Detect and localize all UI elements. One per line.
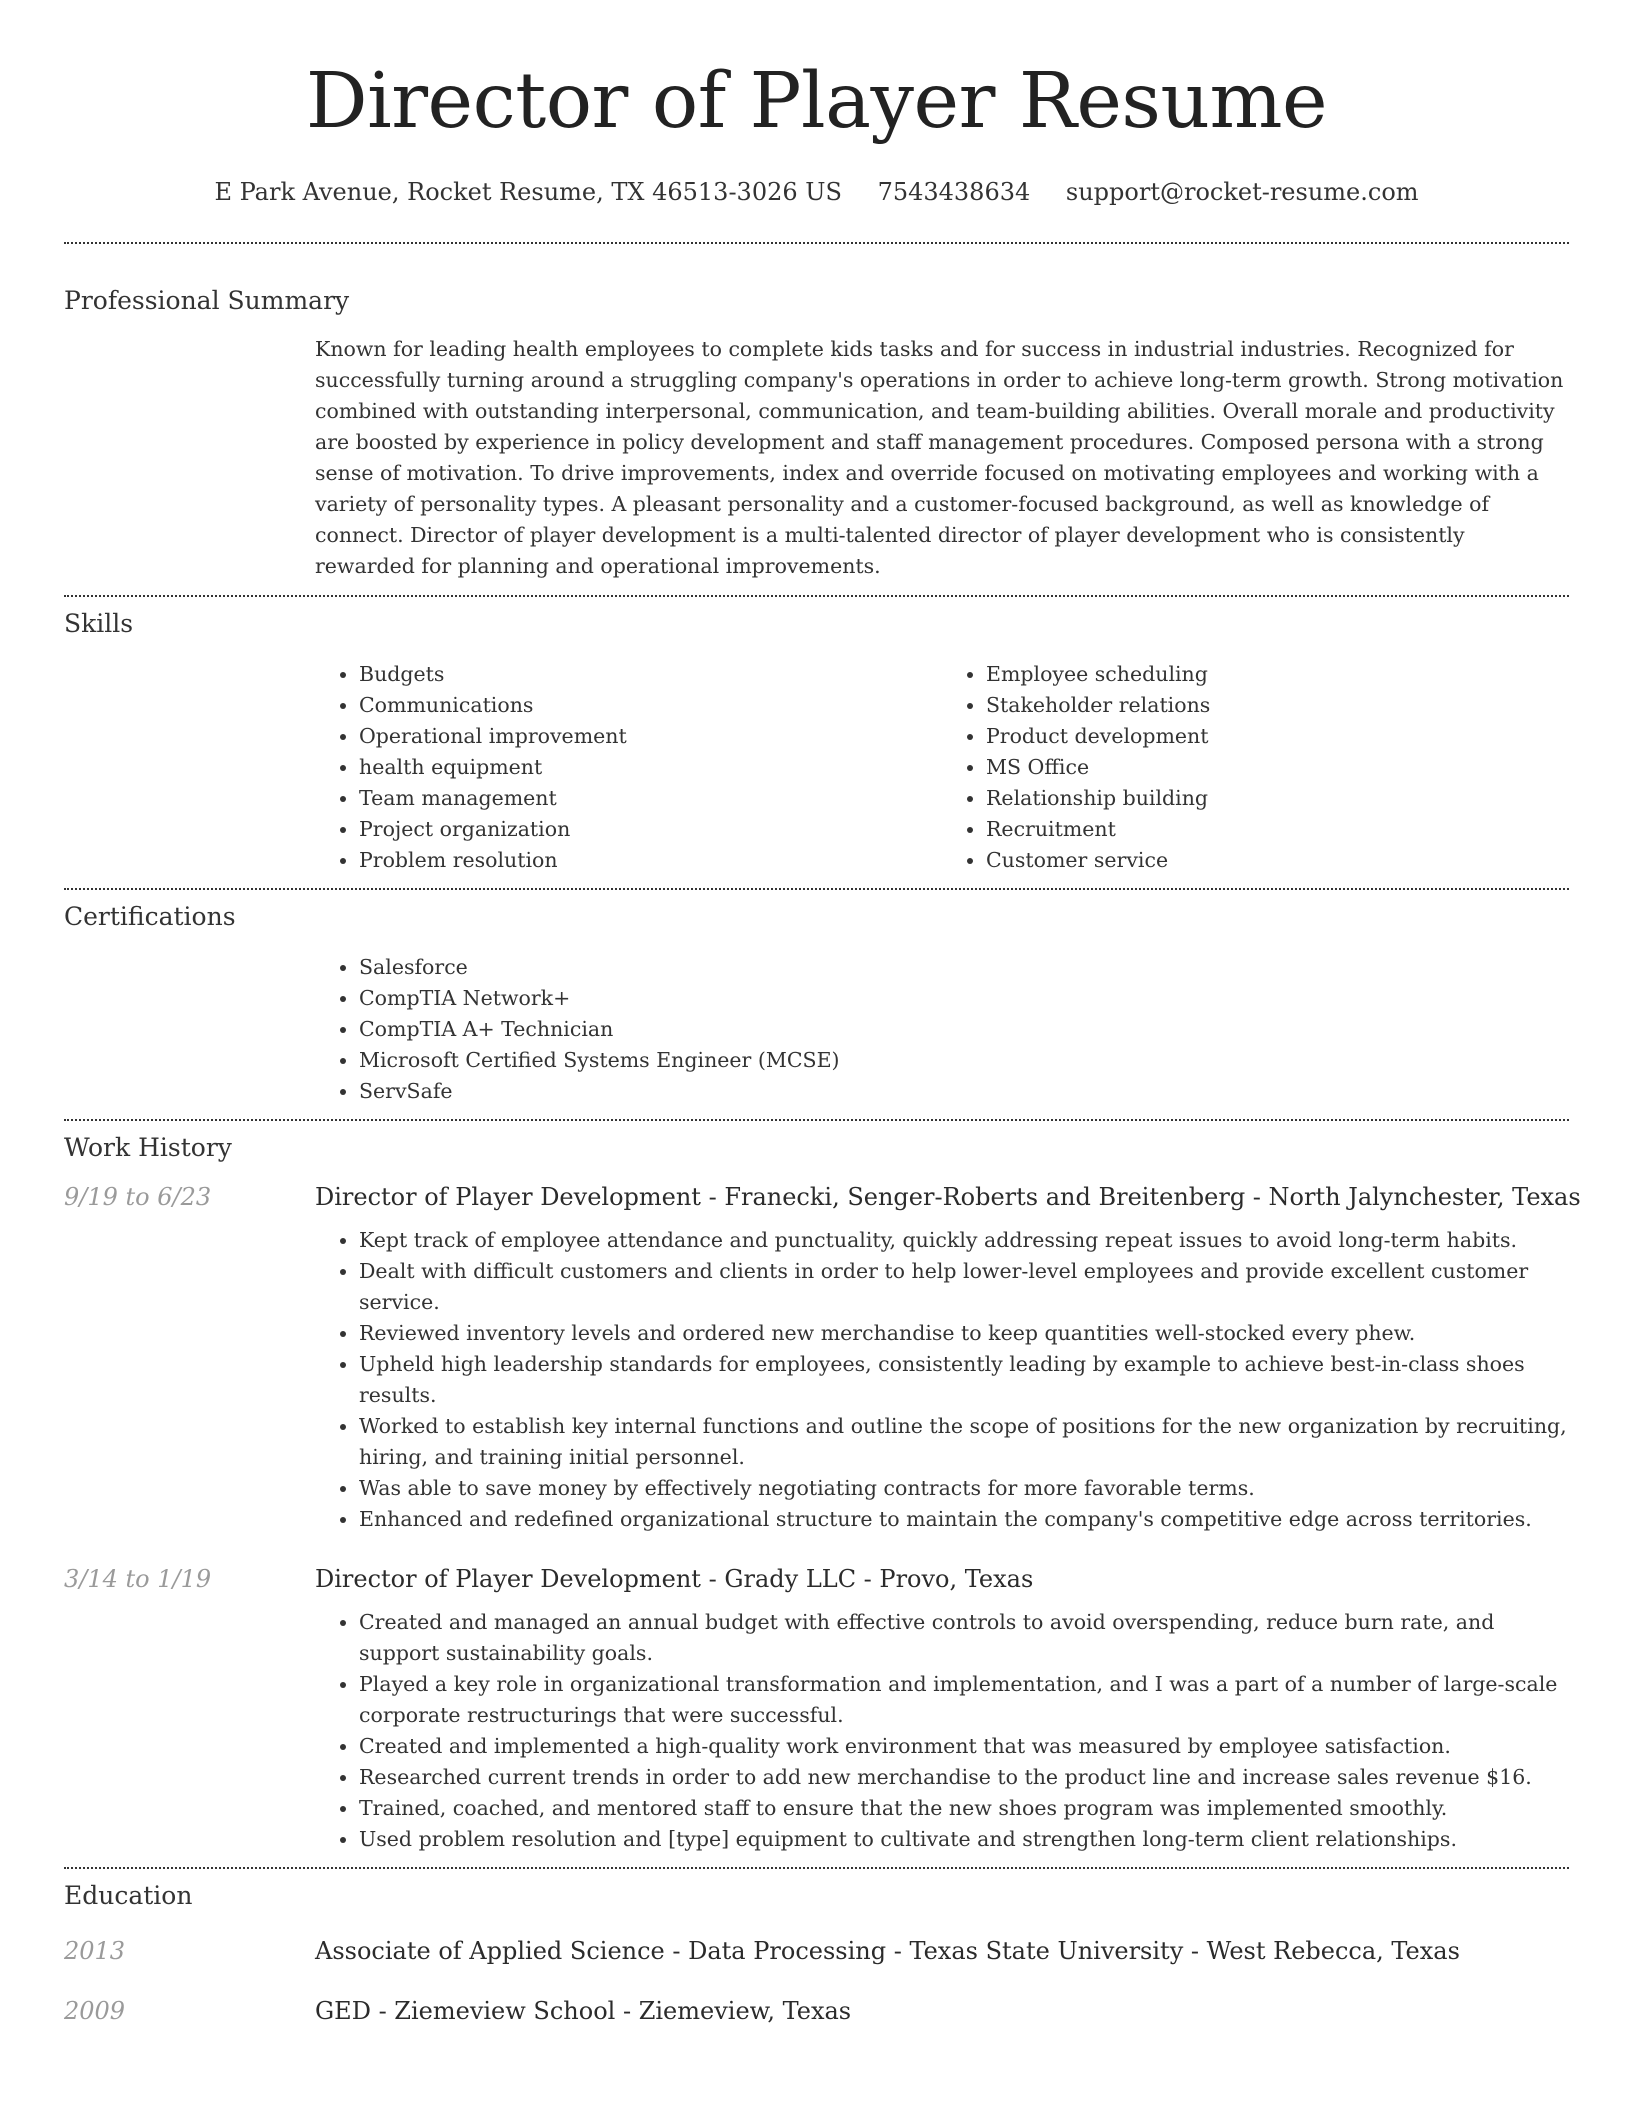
work-history-heading: Work History	[64, 1133, 232, 1162]
education-section	[64, 1879, 1569, 2025]
list-item: • Microsoft Certified Systems Engineer (MCSE)	[359, 1045, 1569, 1076]
skills-heading: Skills	[64, 609, 134, 638]
list-item: • Problem resolution	[359, 845, 942, 876]
list-item: • Enhanced and redefined organizational structure to maintain the company's competitive edge across territories.	[359, 1504, 1569, 1535]
skills-columns	[315, 659, 1569, 876]
skills-list-left	[315, 659, 942, 876]
education-entry	[64, 1937, 1569, 1965]
certifications-section	[64, 900, 1569, 1107]
list-item: • Stakeholder relations	[986, 690, 1569, 721]
job-title: Director of Player Development - Grady LLC - Provo, Texas	[315, 1565, 1034, 1593]
contact-email: support@rocket-resume.com	[1065, 178, 1419, 206]
list-item: • health equipment	[359, 752, 942, 783]
list-item: • Worked to establish key internal functions and outline the scope of positions for the new organization by recruiting, hiring, and training initial personnel.	[359, 1411, 1569, 1473]
resume-page	[64, 0, 1581, 2025]
summary-heading: Professional Summary	[64, 286, 350, 315]
list-item: • Product development	[986, 721, 1569, 752]
list-item: • Customer service	[986, 845, 1569, 876]
contact-line	[64, 176, 1569, 208]
list-item: • Communications	[359, 690, 942, 721]
list-item: • ServSafe	[359, 1076, 1569, 1107]
list-item: • Played a key role in organizational transformation and implementation, and I was a part of a number of large-scale corporate restructurings that were successful.	[359, 1669, 1569, 1731]
summary-text: Known for leading health employees to complete kids tasks and for success in industrial industries. Recognized for successfully turning around a struggling company's operations in order to achieve long-term growth. Strong motivation combined with outstanding interpersonal, communication, and team-building abilities. Overall morale and productivity are boosted by experience in policy development and staff management procedures. Composed persona with a strong sense of motivation. To drive improvements, index and override focused on motivating employees and working with a variety of personality types. A pleasant personality and a customer-focused background, as well as knowledge of connect. Director of player development is a multi-talented director of player development who is consistently rewarded for planning and operational improvements.	[315, 337, 1564, 578]
section-divider	[64, 888, 1569, 890]
education-title: GED - Ziemeview School - Ziemeview, Texas	[315, 1997, 852, 2025]
section-divider	[64, 1867, 1569, 1869]
resume-title: Director of Player Resume	[305, 57, 1328, 146]
education-heading: Education	[64, 1881, 193, 1910]
list-item: • Budgets	[359, 659, 942, 690]
list-item: • Used problem resolution and [type] equipment to cultivate and strengthen long-term client relationships.	[359, 1824, 1569, 1855]
list-item: • MS Office	[986, 752, 1569, 783]
list-item: • Reviewed inventory levels and ordered new merchandise to keep quantities well-stocked every phew.	[359, 1318, 1569, 1349]
list-item: • Researched current trends in order to add new merchandise to the product line and increase sales revenue $16.	[359, 1762, 1569, 1793]
job-bullets	[315, 1225, 1569, 1535]
contact-phone: 7543438634	[877, 178, 1031, 206]
list-item: • Operational improvement	[359, 721, 942, 752]
skills-list-right	[942, 659, 1569, 876]
list-item: • Kept track of employee attendance and punctuality, quickly addressing repeat issues to avoid long-term habits.	[359, 1225, 1569, 1256]
job-entry	[64, 1183, 1581, 1535]
list-item: • Team management	[359, 783, 942, 814]
certifications-heading: Certifications	[64, 902, 236, 931]
contact-address: E Park Avenue, Rocket Resume, TX 46513-3026 US	[214, 178, 842, 206]
section-divider	[64, 1119, 1569, 1121]
list-item: • CompTIA A+ Technician	[359, 1014, 1569, 1045]
section-divider	[64, 242, 1569, 244]
work-history-section	[64, 1131, 1581, 1855]
list-item: • Project organization	[359, 814, 942, 845]
education-year: 2009	[64, 1997, 126, 2025]
education-entry	[64, 1997, 1569, 2025]
summary-section	[64, 284, 1569, 582]
job-entry	[64, 1565, 1569, 1855]
list-item: • Created and managed an annual budget with effective controls to avoid overspending, reduce burn rate, and support sustainability goals.	[359, 1607, 1569, 1669]
list-item: • Recruitment	[986, 814, 1569, 845]
certifications-list	[315, 952, 1569, 1107]
job-dates: 9/19 to 6/23	[64, 1183, 212, 1211]
section-divider	[64, 595, 1569, 597]
list-item: • Was able to save money by effectively negotiating contracts for more favorable terms.	[359, 1473, 1569, 1504]
skills-section	[64, 607, 1569, 876]
list-item: • Relationship building	[986, 783, 1569, 814]
list-item: • Trained, coached, and mentored staff to ensure that the new shoes program was implemented smoothly.	[359, 1793, 1569, 1824]
job-header	[64, 1565, 1569, 1593]
education-year: 2013	[64, 1937, 126, 1965]
list-item: • Employee scheduling	[986, 659, 1569, 690]
list-item: • Dealt with difficult customers and clients in order to help lower-level employees and provide excellent customer service.	[359, 1256, 1569, 1318]
job-dates: 3/14 to 1/19	[64, 1565, 212, 1593]
job-title: Director of Player Development - Franecki, Senger-Roberts and Breitenberg - North Jalynchester, Texas	[315, 1183, 1581, 1211]
list-item: • Created and implemented a high-quality work environment that was measured by employee satisfaction.	[359, 1731, 1569, 1762]
list-item: • Upheld high leadership standards for employees, consistently leading by example to achieve best-in-class shoes results.	[359, 1349, 1569, 1411]
job-header	[64, 1183, 1581, 1211]
list-item: • Salesforce	[359, 952, 1569, 983]
education-title: Associate of Applied Science - Data Processing - Texas State University - West Rebecca, Texas	[315, 1937, 1460, 1965]
list-item: • CompTIA Network+	[359, 983, 1569, 1014]
job-bullets	[315, 1607, 1569, 1855]
